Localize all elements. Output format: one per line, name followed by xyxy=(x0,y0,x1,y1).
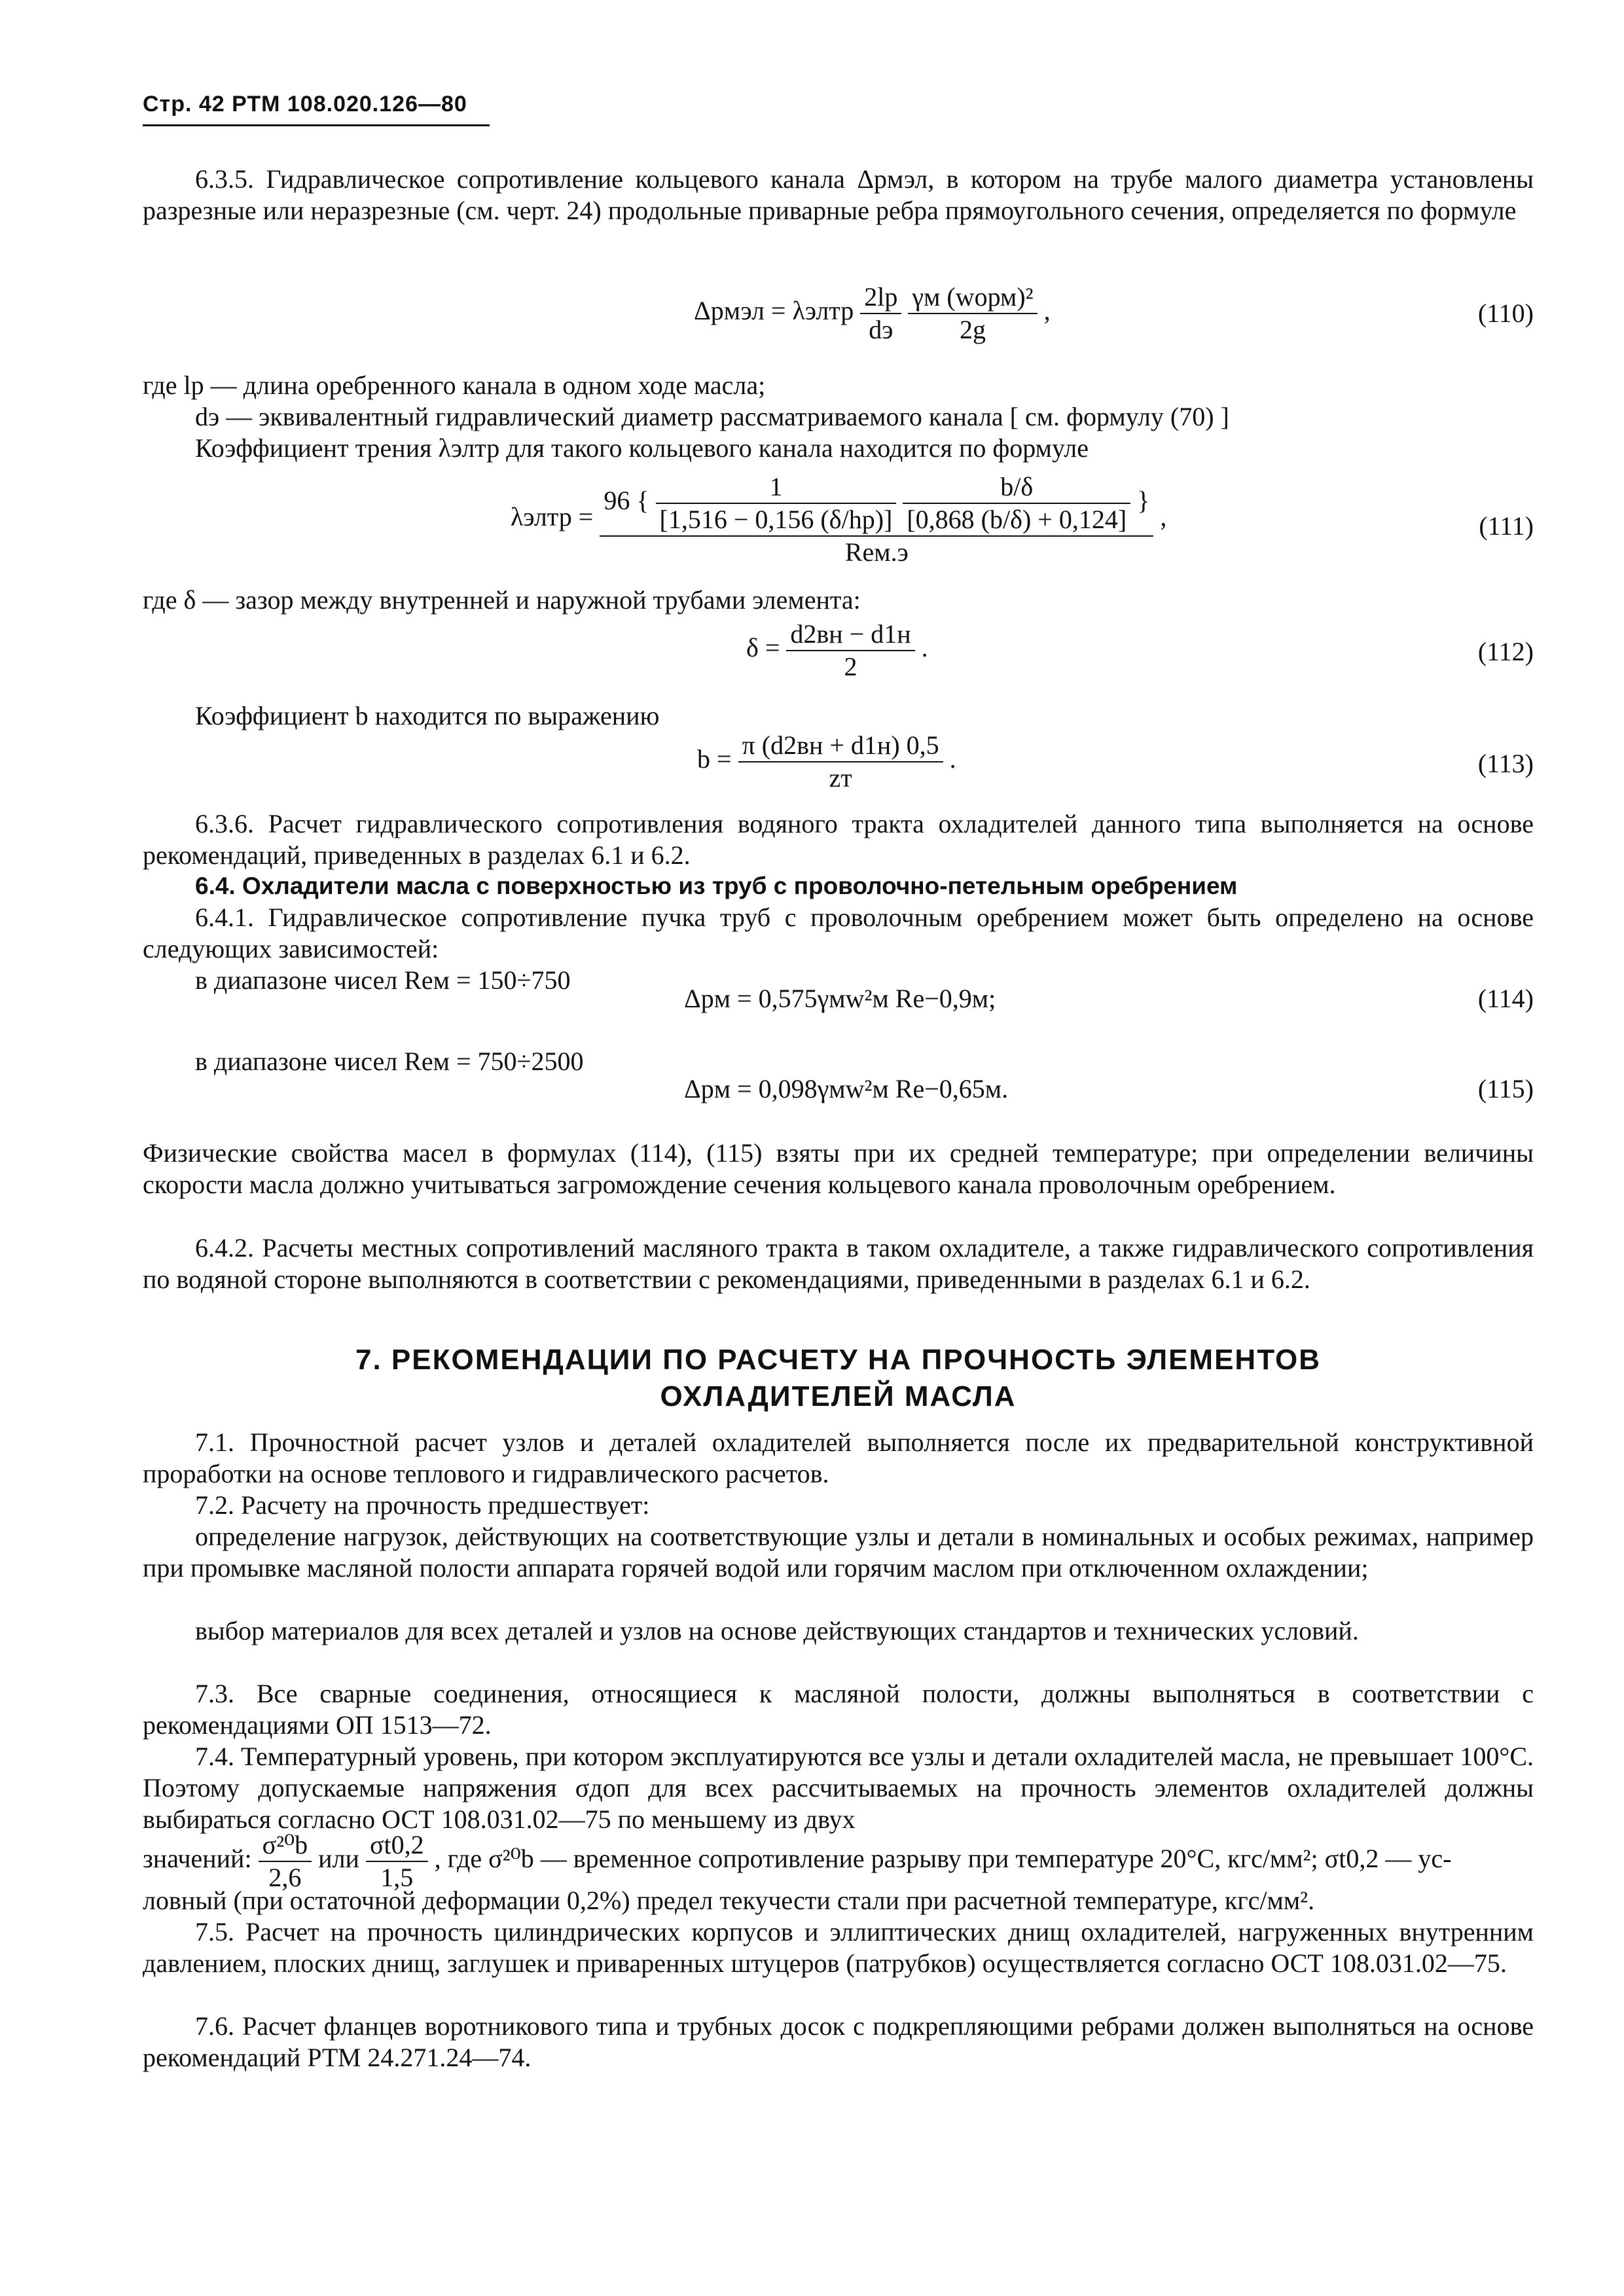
formula-111-d1: [1,516 − 0,156 (δ/hр)] xyxy=(659,505,893,534)
formula-112-den: 2 xyxy=(844,652,857,681)
equation-number-111: (111) xyxy=(1479,511,1534,541)
sigma-02-num: σt0,2 xyxy=(366,1829,428,1862)
formula-110-tail: , xyxy=(1043,296,1051,326)
where-lp: где lр — длина оребренного канала в одном ходе масла; xyxy=(143,370,766,400)
values-definition: , где σ²⁰b — временное сопротивление разрыву при температуре 20°С, кгс/мм²; σt0,2 — ус- xyxy=(434,1844,1452,1874)
equation-number-113: (113) xyxy=(1477,749,1534,778)
formula-111 xyxy=(511,471,1166,568)
header-rule xyxy=(143,124,490,126)
sigma-02-den: 1,5 xyxy=(380,1863,414,1892)
formula-110-den-2: 2g xyxy=(960,315,986,344)
paragraph-physical-properties: Физические свойства масел в формулах (114), (115) взяты при их средней температуре; при определении величины скорости масла должно учитываться загромождение сечения кольцевого канала проволочным оребрением. xyxy=(143,1138,1534,1199)
formula-111-braces xyxy=(600,471,1153,537)
paragraph-7-2-a: определение нагрузок, действующих на соответствующие узлы и детали в номинальных и особых режимах, например при промывке масляной полости аппарата горячей водой или горячим маслом при отключенном охлаждении; xyxy=(143,1522,1534,1583)
coefficient-b-line: Коэффициент b находится по выражению xyxy=(195,701,660,730)
formula-113-num: π (d2вн + d1н) 0,5 xyxy=(738,730,943,762)
paragraph-7-2-b: выбор материалов для всех деталей и узлов на основе действующих стандартов и технических условий. xyxy=(195,1616,1359,1645)
sigma-02-fraction xyxy=(366,1829,428,1893)
formula-112-frac xyxy=(786,619,914,683)
paragraph-6-4-1: 6.4.1. Гидравлическое сопротивление пучка труб с проволочным оребрением может быть определено на основе следующих зависимостей: xyxy=(143,903,1534,963)
formula-112-num: d2вн − d1н xyxy=(786,619,914,651)
formula-111-lhs: λэлтр = xyxy=(511,502,594,532)
paragraph-7-4-values xyxy=(143,1829,1534,1893)
formula-111-n1: 1 xyxy=(656,471,897,504)
paragraph-7-4-end: ловный (при остаточной деформации 0,2%) предел текучести стали при расчетной температуре, кгс/мм². xyxy=(143,1886,1315,1915)
section-7-title xyxy=(143,1342,1534,1415)
where-delta: где δ — зазор между внутренней и наружной трубами элемента: xyxy=(143,585,861,615)
section-7-title-line-2: ОХЛАДИТЕЛЕЙ МАСЛА xyxy=(660,1380,1017,1412)
formula-112 xyxy=(746,619,928,683)
values-label: значений: xyxy=(143,1844,252,1874)
formula-110-num-1: 2lр xyxy=(860,281,901,314)
formula-115: Δpм = 0,098γмw²м Re−0,65м. xyxy=(684,1074,1009,1103)
paragraph-6-4-2: 6.4.2. Расчеты местных сопротивлений масляного тракта в таком охладителе, а также гидравлического сопротивления по водяной стороне выполняются в соответствии с рекомендациями, приведенными в разделах 6.1 и 6.2. xyxy=(143,1233,1534,1294)
sigma-b-den: 2,6 xyxy=(268,1863,302,1892)
equation-number-114: (114) xyxy=(1477,984,1534,1013)
paragraph-6-3-6: 6.3.6. Расчет гидравлического сопротивления водяного тракта охладителей данного типа выполняется на основе рекомендаций, приведенных в разделах 6.1 и 6.2. xyxy=(143,809,1534,870)
heading-6-4: 6.4. Охладители масла с поверхностью из труб с проволочно-петельным оребрением xyxy=(195,872,1238,899)
formula-110-lhs: Δpмэл = λэлтр xyxy=(694,296,854,326)
sigma-b-num: σ²⁰b xyxy=(259,1829,312,1862)
formula-110-num-2: γм (wорм)² xyxy=(908,281,1037,314)
section-7-title-line-1: 7. РЕКОМЕНДАЦИИ ПО РАСЧЕТУ НА ПРОЧНОСТЬ ЭЛЕМЕНТОВ xyxy=(355,1344,1321,1376)
formula-111-tail: , xyxy=(1160,502,1167,532)
formula-110-frac-1 xyxy=(860,281,901,346)
formula-111-n2: b/δ xyxy=(903,471,1130,504)
paragraph-7-5: 7.5. Расчет на прочность цилиндрических корпусов и эллиптических днищ охладителей, нагруженных внутренним давлением, плоских днищ, заглушек и приваренных штуцеров (патрубков) осуществляется согласно ОСТ 108.031.02—75. xyxy=(143,1917,1534,1978)
paragraph-7-4: 7.4. Температурный уровень, при котором эксплуатируются все узлы и детали охладителей масла, не превышает 100°С. Поэтому допускаемые напряжения σдоп для всех рассчитываемых на прочность элементов охладителей должны выбираться согласно ОСТ 108.031.02—75 по меньшему из двух xyxy=(143,1742,1534,1834)
equation-number-110: (110) xyxy=(1477,298,1534,328)
formula-112-lhs: δ = xyxy=(746,633,780,663)
formula-110 xyxy=(694,281,1051,346)
equation-number-115: (115) xyxy=(1477,1074,1534,1103)
paragraph-7-1: 7.1. Прочностной расчет узлов и деталей охладителей выполняется после их предварительной конструктивной проработки на основе теплового и гидравлического расчетов. xyxy=(143,1427,1534,1488)
formula-111-inner-2 xyxy=(903,471,1130,535)
paragraph-6-3-5: 6.3.5. Гидравлическое сопротивление кольцевого канала Δpмэл, в котором на трубе малого диаметра установлены разрезные или неразрезные (см. черт. 24) продольные приварные ребра прямоугольного сечения, определяется по формуле xyxy=(143,164,1534,225)
formula-111-d2: [0,868 (b/δ) + 0,124] xyxy=(907,505,1127,534)
formula-111-pre: 96 { xyxy=(604,486,649,516)
page-header: Стр. 42 РТМ 108.020.126—80 xyxy=(143,92,467,117)
formula-111-post: } xyxy=(1137,486,1150,516)
formula-112-tail: . xyxy=(921,633,928,663)
friction-coef-line: Коэффициент трения λэлтр для такого кольцевого канала находится по формуле xyxy=(195,433,1089,463)
formula-113-tail: . xyxy=(949,744,956,774)
paragraph-7-3: 7.3. Все сварные соединения, относящиеся к масляной полости, должны выполняться в соответствии с рекомендациями ОП 1513—72. xyxy=(143,1679,1534,1740)
formula-111-main-frac xyxy=(600,471,1153,568)
sigma-b-fraction xyxy=(259,1829,312,1893)
formula-111-den: Reм.э xyxy=(844,537,909,567)
formula-114: Δpм = 0,575γмw²м Re−0,9м; xyxy=(684,984,996,1013)
formula-113 xyxy=(697,730,956,794)
formula-113-frac xyxy=(738,730,943,794)
formula-110-den-1: dэ xyxy=(869,315,893,344)
formula-113-den: zт xyxy=(829,763,852,793)
formula-113-lhs: b = xyxy=(697,744,732,774)
values-or: или xyxy=(318,1844,359,1874)
where-de: dэ — эквивалентный гидравлический диаметр рассматриваемого канала [ см. формулу (70) ] xyxy=(195,402,1229,431)
formula-111-inner-1 xyxy=(656,471,897,535)
range-2: в диапазоне чисел Reм = 750÷2500 xyxy=(195,1047,584,1076)
range-1: в диапазоне чисел Reм = 150÷750 xyxy=(195,965,571,995)
formula-110-frac-2 xyxy=(908,281,1037,346)
equation-number-112: (112) xyxy=(1477,637,1534,666)
paragraph-7-6: 7.6. Расчет фланцев воротникового типа и трубных досок с подкрепляющими ребрами должен выполняться на основе рекомендаций РТМ 24.271.24—74. xyxy=(143,2011,1534,2072)
paragraph-7-2: 7.2. Расчету на прочность предшествует: xyxy=(195,1490,650,1520)
